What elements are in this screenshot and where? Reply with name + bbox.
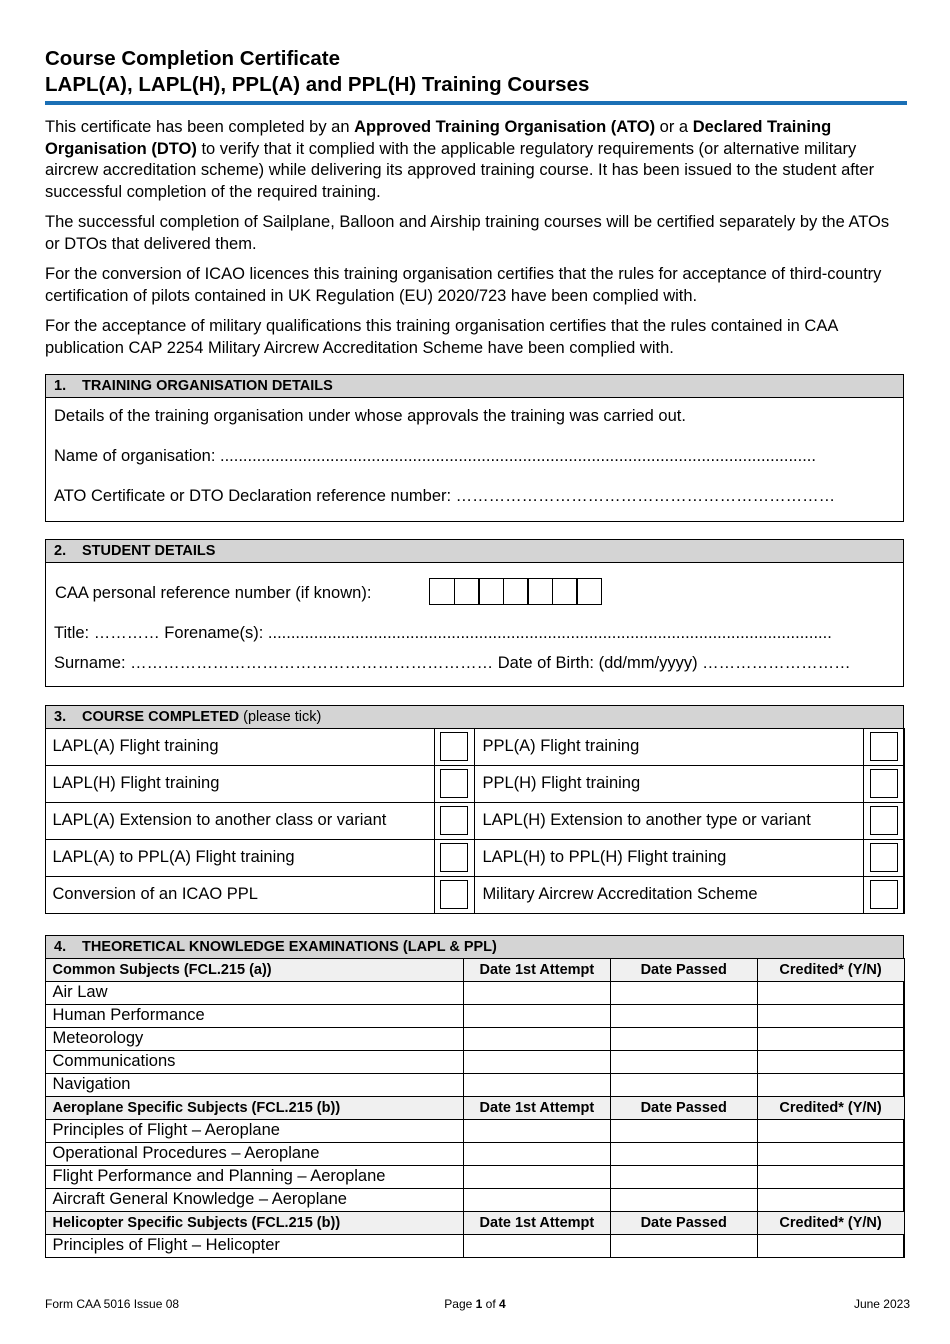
course-label: LAPL(H) Flight training (45, 765, 434, 802)
organisation-name-field[interactable]: Name of organisation: .................................................................................................................................. (54, 447, 816, 465)
date-passed-cell[interactable] (610, 1073, 757, 1096)
course-checkbox[interactable] (440, 732, 468, 761)
date-first-attempt-cell[interactable] (463, 1073, 610, 1096)
credited-cell[interactable] (757, 1073, 904, 1096)
surname-dob-field[interactable]: Surname: ………………………………………………………… Date of Birth: (dd/mm/yyyy) ……………………… (54, 654, 851, 672)
date-passed-cell[interactable] (610, 1119, 757, 1142)
course-checkbox[interactable] (440, 843, 468, 872)
section-4-header (46, 936, 903, 959)
course-checkbox[interactable] (440, 806, 468, 835)
course-checkbox-cell (434, 728, 475, 765)
subject-name: Principles of Flight – Helicopter (45, 1234, 463, 1257)
course-checkbox-cell (863, 839, 904, 876)
section-1-title: TRAINING ORGANISATION DETAILS (82, 378, 333, 394)
title-forename-field[interactable]: Title: ………… Forename(s): ........................................................................................................................... (54, 624, 832, 642)
caa-reference-digit-box[interactable] (429, 578, 455, 605)
date-first-attempt-cell[interactable] (463, 981, 610, 1004)
date-passed-cell[interactable] (610, 1234, 757, 1257)
date-passed-cell[interactable] (610, 1027, 757, 1050)
date-passed-cell[interactable] (610, 1165, 757, 1188)
intro-paragraph-3: For the conversion of ICAO licences this training organisation certifies that the rules for acceptance of third-country certification of pilots contained in UK Regulation (EU) 2020/723 have been complied with. (45, 265, 882, 305)
course-checkbox[interactable] (870, 880, 898, 909)
subject-name: Flight Performance and Planning – Aeroplane (45, 1165, 463, 1188)
course-row (45, 876, 904, 913)
credited-cell[interactable] (757, 1165, 904, 1188)
column-header-passed: Date Passed (610, 958, 757, 981)
date-first-attempt-cell[interactable] (463, 1142, 610, 1165)
section-3-note: (please tick) (239, 709, 322, 725)
date-first-attempt-cell[interactable] (463, 1165, 610, 1188)
caa-reference-digit-box[interactable] (478, 578, 504, 605)
intro-text (45, 117, 905, 368)
column-header-attempt: Date 1st Attempt (463, 1211, 610, 1234)
credited-cell[interactable] (757, 1234, 904, 1257)
date-first-attempt-cell[interactable] (463, 1119, 610, 1142)
subject-row (45, 1027, 904, 1050)
credited-cell[interactable] (757, 1188, 904, 1211)
subject-group-header (45, 1211, 904, 1234)
date-first-attempt-cell[interactable] (463, 1050, 610, 1073)
section-3-title: COURSE COMPLETED (82, 709, 240, 725)
subject-name: Human Performance (45, 1004, 463, 1027)
caa-reference-digit-box[interactable] (503, 578, 529, 605)
page-prefix: Page (444, 1297, 476, 1311)
page-header (45, 46, 907, 98)
subject-row (45, 1142, 904, 1165)
intro-paragraph-2: The successful completion of Sailplane, Balloon and Airship training courses will be certified separately by the ATOs or DTOs that delivered them. (45, 213, 890, 253)
form-number: Form CAA 5016 Issue 08 (45, 1297, 180, 1311)
column-header-passed: Date Passed (610, 1211, 757, 1234)
column-header-passed: Date Passed (610, 1096, 757, 1119)
section-2-number: 2. (54, 543, 67, 559)
section-4-number: 4. (54, 939, 67, 955)
date-first-attempt-cell[interactable] (463, 1234, 610, 1257)
date-passed-cell[interactable] (610, 1004, 757, 1027)
section-3-header (46, 706, 903, 729)
course-checkbox-cell (863, 765, 904, 802)
section-2-title: STUDENT DETAILS (82, 543, 216, 559)
course-checkbox-cell (434, 839, 475, 876)
caa-reference-digit-box[interactable] (454, 578, 480, 605)
subject-name: Communications (45, 1050, 463, 1073)
section-theoretical-exams (45, 935, 904, 1258)
section-4-title: THEORETICAL KNOWLEDGE EXAMINATIONS (LAPL & PPL) (82, 939, 497, 955)
subject-group-header (45, 1096, 904, 1119)
section-1-header (46, 375, 903, 398)
subject-row (45, 1050, 904, 1073)
date-passed-cell[interactable] (610, 1188, 757, 1211)
course-checkbox-cell (434, 876, 475, 913)
subject-name: Operational Procedures – Aeroplane (45, 1142, 463, 1165)
caa-reference-digit-box[interactable] (527, 578, 553, 605)
date-passed-cell[interactable] (610, 1050, 757, 1073)
org-details-description: Details of the training organisation under whose approvals the training was carried out. (54, 407, 686, 425)
intro-p1-a: This certificate has been completed by an (45, 118, 355, 136)
intro-paragraph-4: For the acceptance of military qualifications this training organisation certifies that the rules contained in CAA publication CAP 2254 Military Aircrew Accreditation Scheme have been complied with. (45, 317, 838, 357)
course-row (45, 802, 904, 839)
course-checkbox-cell (863, 876, 904, 913)
course-label: PPL(A) Flight training (475, 728, 863, 765)
course-checkbox[interactable] (440, 880, 468, 909)
section-3-number: 3. (54, 709, 67, 725)
caa-reference-label: CAA personal reference number (if known): (55, 584, 372, 602)
course-row (45, 765, 904, 802)
credited-cell[interactable] (757, 1142, 904, 1165)
course-checkbox-cell (863, 802, 904, 839)
intro-p1-c: or a (655, 118, 693, 136)
course-checkbox[interactable] (870, 732, 898, 761)
date-passed-cell[interactable] (610, 1142, 757, 1165)
subject-name: Navigation (45, 1073, 463, 1096)
date-first-attempt-cell[interactable] (463, 1027, 610, 1050)
issue-date: June 2023 (853, 1297, 910, 1311)
course-label: LAPL(H) Extension to another type or variant (475, 802, 863, 839)
caa-reference-row (46, 564, 903, 608)
course-checkbox-cell (434, 765, 475, 802)
credited-cell[interactable] (757, 1027, 904, 1050)
column-header-credited: Credited* (Y/N) (757, 1211, 904, 1234)
subject-row (45, 1073, 904, 1096)
credited-cell[interactable] (757, 1050, 904, 1073)
subject-name: Meteorology (45, 1027, 463, 1050)
subject-row (45, 1119, 904, 1142)
column-header-attempt: Date 1st Attempt (463, 1096, 610, 1119)
intro-paragraph-1 (45, 117, 905, 203)
subject-row (45, 981, 904, 1004)
course-label: PPL(H) Flight training (475, 765, 863, 802)
subject-name: Aircraft General Knowledge – Aeroplane (45, 1188, 463, 1211)
subject-row (45, 1188, 904, 1211)
page-number (0, 1297, 950, 1311)
caa-reference-boxes[interactable] (429, 578, 601, 605)
course-checkbox-cell (434, 802, 475, 839)
credited-cell[interactable] (757, 1119, 904, 1142)
section-student-details (45, 539, 904, 687)
exam-table (45, 958, 905, 1258)
course-label: Conversion of an ICAO PPL (45, 876, 434, 913)
subject-row (45, 1165, 904, 1188)
credited-cell[interactable] (757, 981, 904, 1004)
intro-p1-e: to verify that it complied with the applicable regulatory requirements (or alternative military aircrew accreditation scheme) while delivering its approved training course. It has been issued to the student after successful completion of the required training. (45, 139, 875, 201)
subject-group-header (45, 958, 904, 981)
course-checkbox[interactable] (870, 806, 898, 835)
intro-p1-dto: Declared Training Organisation (DTO) (45, 118, 832, 158)
course-label: Military Aircrew Accreditation Scheme (475, 876, 863, 913)
section-course-completed (45, 705, 904, 914)
section-2-header (46, 540, 903, 563)
course-checkbox[interactable] (870, 769, 898, 798)
subject-group-title: Helicopter Specific Subjects (FCL.215 (b)) (45, 1211, 463, 1234)
date-first-attempt-cell[interactable] (463, 1188, 610, 1211)
subject-group-title: Common Subjects (FCL.215 (a)) (45, 958, 463, 981)
page-current: 1 (475, 1297, 483, 1311)
header-rule (45, 101, 907, 105)
subject-row (45, 1234, 904, 1257)
subject-row (45, 1004, 904, 1027)
column-header-attempt: Date 1st Attempt (463, 958, 610, 981)
date-passed-cell[interactable] (610, 981, 757, 1004)
date-first-attempt-cell[interactable] (463, 1004, 610, 1027)
section-training-organisation (45, 374, 904, 522)
subject-name: Principles of Flight – Aeroplane (45, 1119, 463, 1142)
page-title: Course Completion Certificate (45, 47, 341, 70)
course-checkbox[interactable] (440, 769, 468, 798)
caa-reference-digit-box[interactable] (576, 578, 602, 605)
page-total: 4 (499, 1297, 506, 1311)
course-tick-table (45, 728, 905, 914)
subject-name: Air Law (45, 981, 463, 1004)
column-header-credited: Credited* (Y/N) (757, 958, 904, 981)
column-header-credited: Credited* (Y/N) (757, 1096, 904, 1119)
course-label: LAPL(A) Extension to another class or variant (45, 802, 434, 839)
credited-cell[interactable] (757, 1004, 904, 1027)
course-row (45, 839, 904, 876)
course-checkbox[interactable] (870, 843, 898, 872)
page-subtitle: LAPL(A), LAPL(H), PPL(A) and PPL(H) Training Courses (45, 73, 590, 96)
ato-dto-reference-field[interactable]: ATO Certificate or DTO Declaration reference number: …………………………………………………………… (54, 487, 836, 505)
intro-p1-ato: Approved Training Organisation (ATO) (354, 118, 656, 136)
course-row (45, 728, 904, 765)
course-label: LAPL(A) to PPL(A) Flight training (45, 839, 434, 876)
subject-group-title: Aeroplane Specific Subjects (FCL.215 (b)) (45, 1096, 463, 1119)
course-checkbox-cell (863, 728, 904, 765)
section-1-number: 1. (54, 378, 67, 394)
page-of: of (482, 1297, 500, 1311)
caa-reference-digit-box[interactable] (552, 578, 578, 605)
course-label: LAPL(H) to PPL(H) Flight training (475, 839, 863, 876)
course-label: LAPL(A) Flight training (45, 728, 434, 765)
